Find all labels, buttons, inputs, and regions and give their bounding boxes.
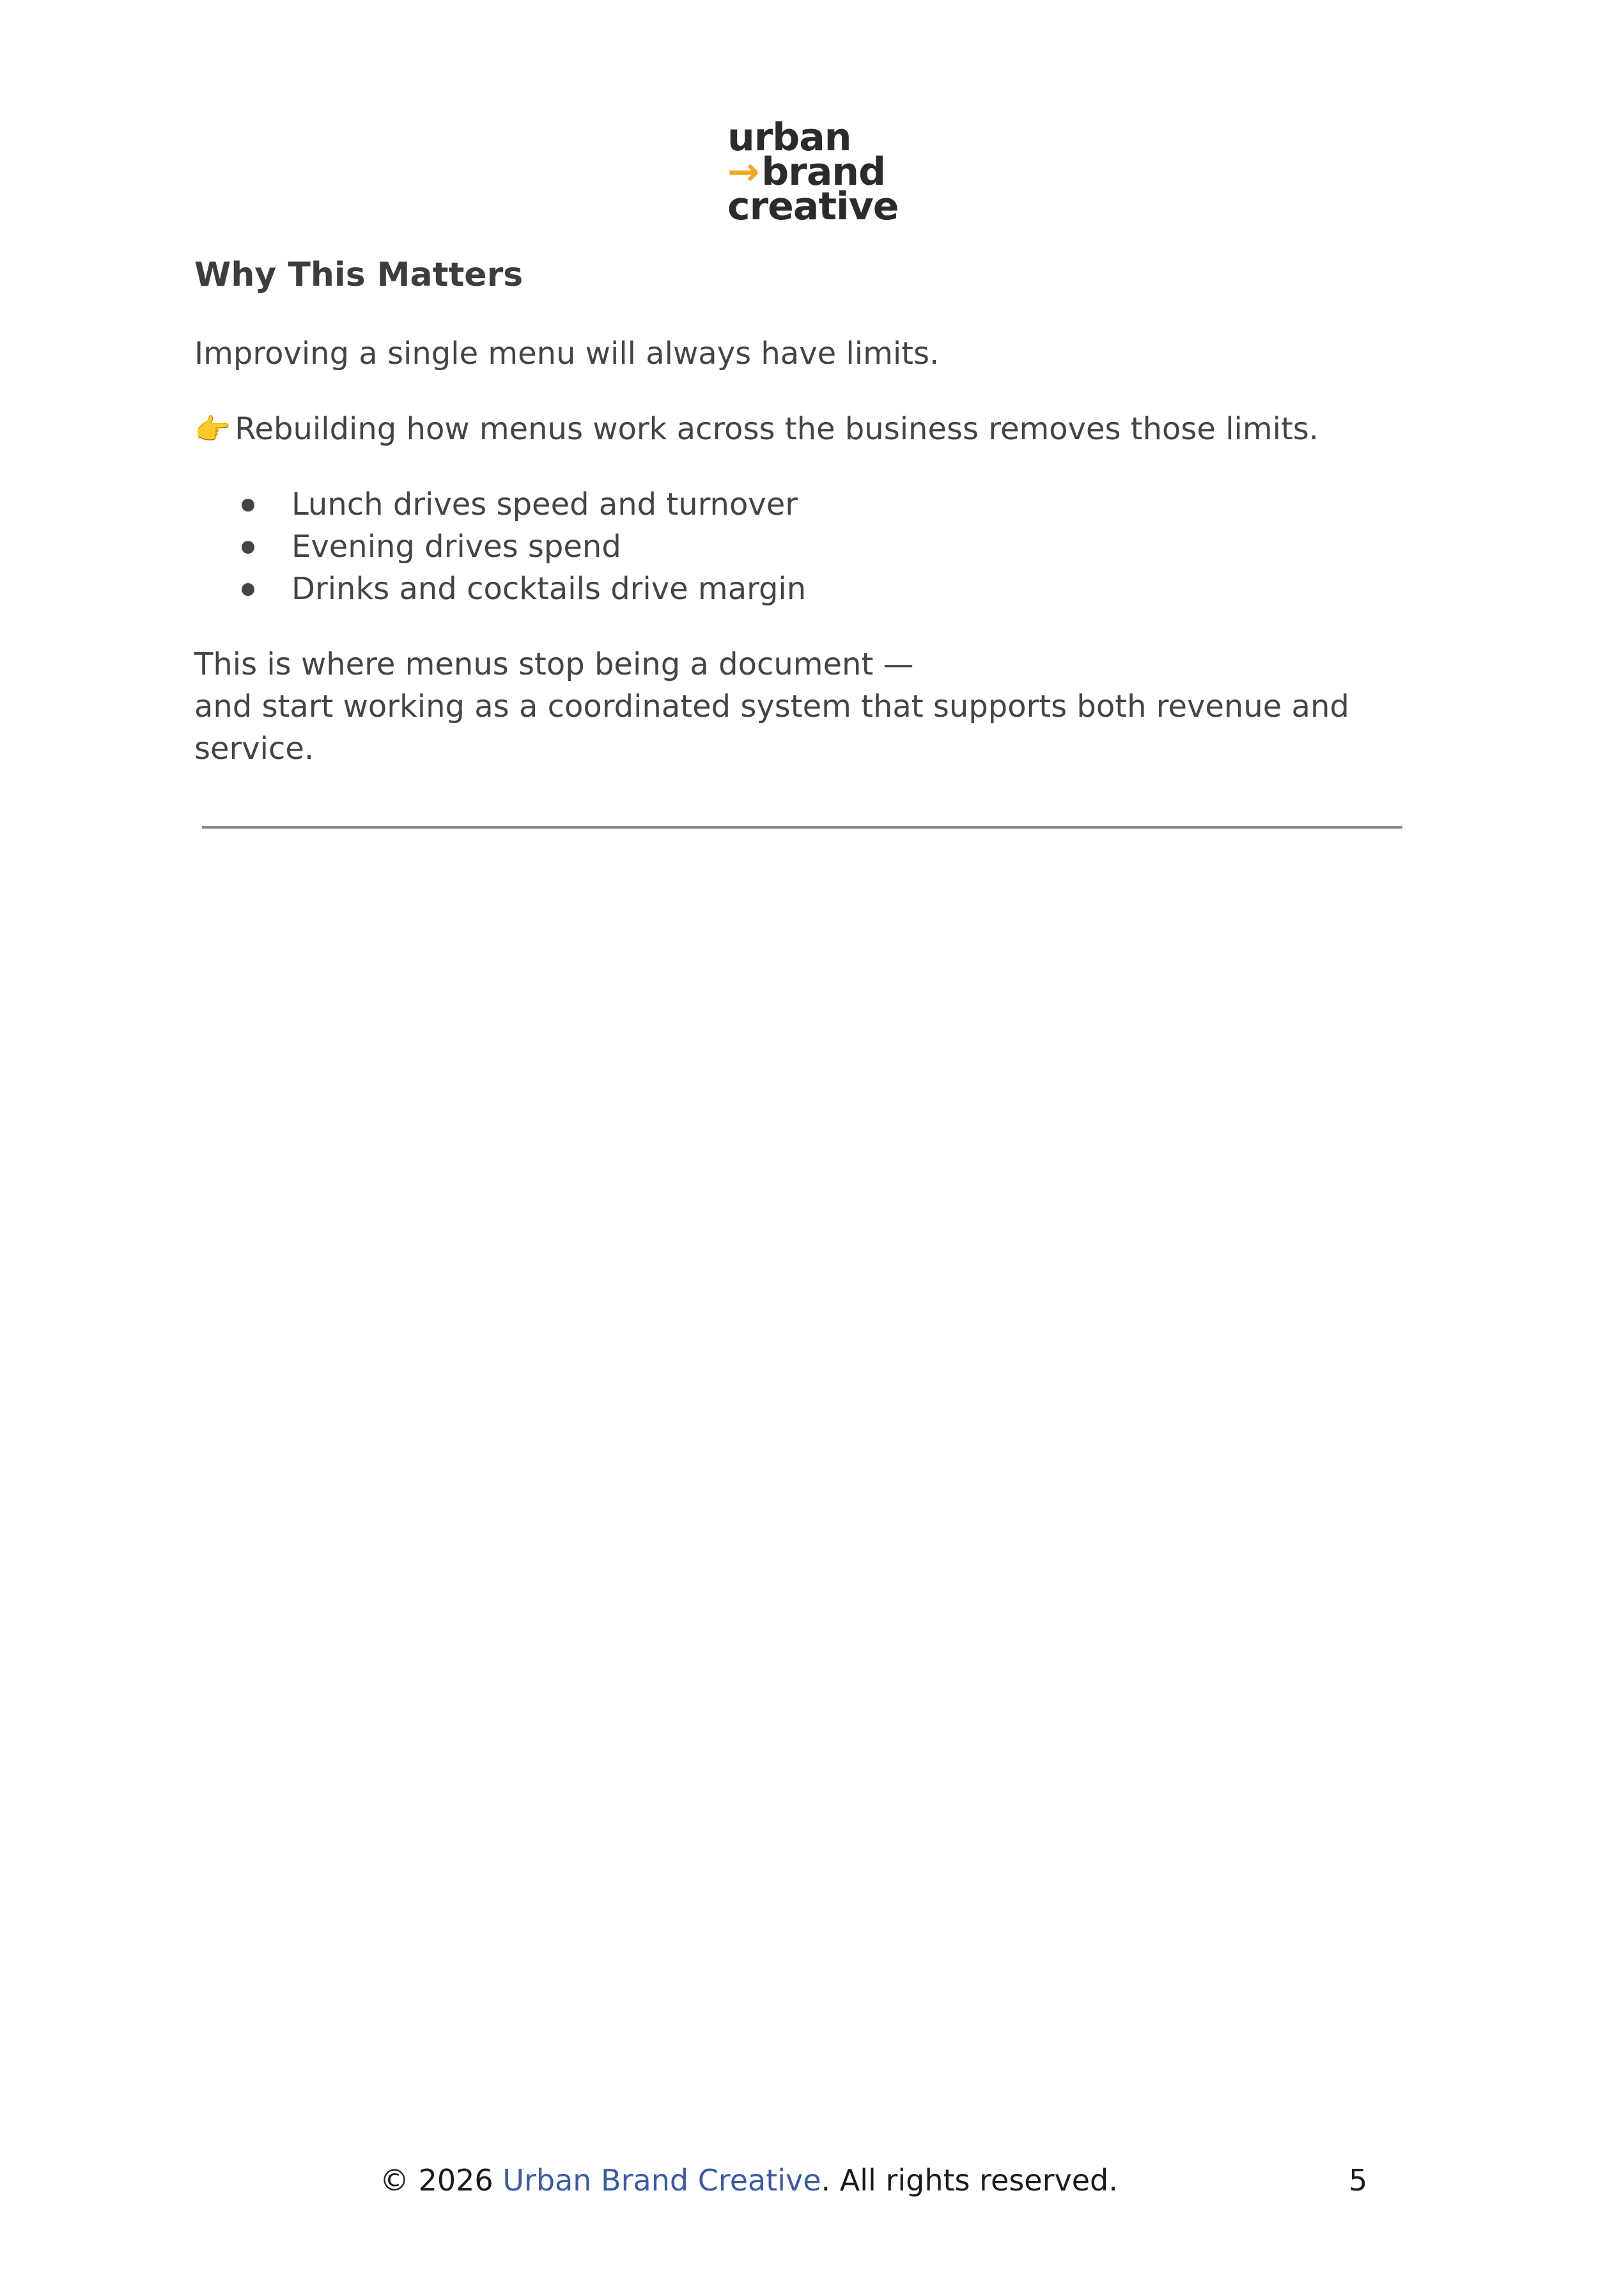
logo-word-brand: brand (761, 150, 885, 194)
arrow-right-icon: → (727, 150, 759, 194)
bullet-icon (242, 583, 254, 596)
intro-paragraph: Improving a single menu will always have limits. (194, 336, 940, 371)
copyright-notice: © 2026 Urban Brand Creative. All rights reserved. (380, 2163, 1118, 2198)
list-item: Drinks and cocktails drive margin (242, 568, 1409, 610)
pointing-hand-icon: 👉 (194, 412, 231, 446)
horizontal-divider (202, 826, 1402, 829)
closing-paragraph (194, 643, 1409, 770)
rebuild-text: Rebuilding how menus work across the business removes those limits. (235, 411, 1319, 447)
page-number: 5 (1349, 2163, 1368, 2198)
list-item: Lunch drives speed and turnover (242, 483, 1409, 526)
main-content (194, 249, 1409, 803)
bullet-icon (242, 541, 254, 554)
bullet-list (194, 483, 1409, 610)
bullet-icon (242, 499, 254, 512)
logo-word-creative: creative (727, 184, 899, 229)
company-link[interactable]: Urban Brand Creative (502, 2163, 821, 2198)
rebuild-paragraph (194, 408, 1409, 450)
closing-line-1: This is where menus stop being a document — (194, 646, 914, 682)
logo-word-urban: urban (727, 115, 851, 160)
closing-line-2: and start working as a coordinated system that supports both revenue and service. (194, 689, 1349, 767)
list-item: Evening drives spend (242, 526, 1409, 568)
brand-logo (727, 115, 899, 229)
section-heading: Why This Matters (194, 256, 524, 294)
